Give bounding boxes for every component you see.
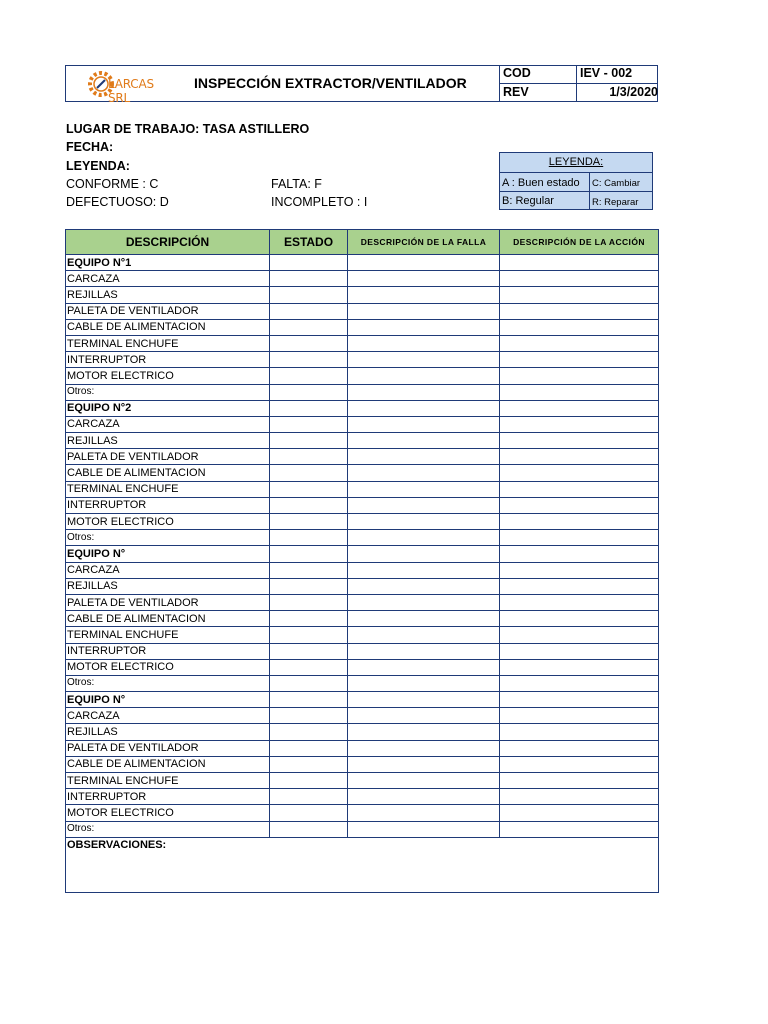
estado-cell[interactable] [270, 740, 348, 756]
accion-cell[interactable] [500, 805, 659, 821]
table-row [66, 319, 659, 335]
section-row [66, 255, 659, 271]
table-row [66, 805, 659, 821]
falla-cell[interactable] [348, 805, 500, 821]
equipo-title: EQUIPO N°1 [66, 255, 270, 271]
estado-cell[interactable] [270, 368, 348, 384]
table-row [66, 611, 659, 627]
falla-cell[interactable] [348, 400, 500, 416]
item-label: PALETA DE VENTILADOR [66, 303, 270, 319]
falla-cell[interactable] [348, 465, 500, 481]
estado-cell[interactable] [270, 594, 348, 610]
equipo-title: EQUIPO N°2 [66, 400, 270, 416]
item-label: REJILLAS [66, 724, 270, 740]
estado-cell[interactable] [270, 692, 348, 708]
table-row [66, 433, 659, 449]
equipo-title: EQUIPO N° [66, 546, 270, 562]
estado-cell[interactable] [270, 514, 348, 530]
estado-cell[interactable] [270, 287, 348, 303]
estado-cell[interactable] [270, 481, 348, 497]
falla-cell[interactable] [348, 627, 500, 643]
estado-cell[interactable] [270, 578, 348, 594]
item-label: TERMINAL ENCHUFE [66, 773, 270, 789]
section-row [66, 400, 659, 416]
table-row [66, 708, 659, 724]
rev-label: REV [503, 85, 529, 99]
accion-cell[interactable] [500, 271, 659, 287]
estado-cell[interactable] [270, 352, 348, 368]
falla-cell[interactable] [348, 594, 500, 610]
accion-cell[interactable] [500, 821, 659, 837]
table-row [66, 659, 659, 675]
falla-cell[interactable] [348, 335, 500, 351]
item-label: PALETA DE VENTILADOR [66, 449, 270, 465]
divider [500, 191, 652, 192]
cod-label: COD [503, 66, 531, 80]
item-label: PALETA DE VENTILADOR [66, 740, 270, 756]
estado-cell[interactable] [270, 724, 348, 740]
estado-cell[interactable] [270, 416, 348, 432]
accion-cell[interactable] [500, 416, 659, 432]
falla-cell[interactable] [348, 708, 500, 724]
falla-cell[interactable] [348, 546, 500, 562]
falla-cell[interactable] [348, 416, 500, 432]
estado-cell[interactable] [270, 530, 348, 546]
item-label: CABLE DE ALIMENTACION [66, 611, 270, 627]
falla-cell[interactable] [348, 319, 500, 335]
legend-box [499, 152, 653, 210]
falla-cell[interactable] [348, 789, 500, 805]
accion-cell[interactable] [500, 740, 659, 756]
conforme-code: CONFORME : C [66, 177, 159, 191]
falla-cell[interactable] [348, 514, 500, 530]
accion-cell[interactable] [500, 692, 659, 708]
accion-cell[interactable] [500, 400, 659, 416]
estado-cell[interactable] [270, 821, 348, 837]
table-row [66, 514, 659, 530]
accion-cell[interactable] [500, 433, 659, 449]
item-label: INTERRUPTOR [66, 497, 270, 513]
estado-cell[interactable] [270, 643, 348, 659]
legend-r: R: Reparar [592, 197, 639, 208]
table-row [66, 578, 659, 594]
estado-cell[interactable] [270, 449, 348, 465]
accion-cell[interactable] [500, 319, 659, 335]
falla-cell[interactable] [348, 530, 500, 546]
item-label: PALETA DE VENTILADOR [66, 594, 270, 610]
estado-cell[interactable] [270, 708, 348, 724]
falta-code: FALTA: F [271, 177, 322, 191]
falla-cell[interactable] [348, 255, 500, 271]
section-row [66, 546, 659, 562]
falla-cell[interactable] [348, 433, 500, 449]
item-label: MOTOR ELECTRICO [66, 659, 270, 675]
divider [589, 172, 590, 210]
header-descripcion-accion: DESCRIPCIÓN DE LA ACCIÓN [500, 230, 659, 255]
falla-cell[interactable] [348, 562, 500, 578]
cod-value: IEV - 002 [580, 66, 633, 80]
accion-cell[interactable] [500, 756, 659, 772]
accion-cell[interactable] [500, 594, 659, 610]
item-label: TERMINAL ENCHUFE [66, 481, 270, 497]
item-label: Otros: [66, 384, 270, 400]
table-row [66, 416, 659, 432]
table-row [66, 497, 659, 513]
item-label: CARCAZA [66, 562, 270, 578]
accion-cell[interactable] [500, 449, 659, 465]
item-label: Otros: [66, 675, 270, 691]
table-header-row [66, 230, 659, 255]
legend-b: B: Regular [502, 195, 554, 207]
logo-text: LARCAS SRL [108, 77, 154, 105]
legend-c: C: Cambiar [592, 178, 641, 189]
accion-cell[interactable] [500, 530, 659, 546]
company-logo [86, 69, 166, 105]
item-label: MOTOR ELECTRICO [66, 368, 270, 384]
estado-cell[interactable] [270, 400, 348, 416]
accion-cell[interactable] [500, 627, 659, 643]
accion-cell[interactable] [500, 724, 659, 740]
falla-cell[interactable] [348, 578, 500, 594]
table-row [66, 449, 659, 465]
accion-cell[interactable] [500, 659, 659, 675]
table-body [66, 255, 659, 838]
accion-cell[interactable] [500, 497, 659, 513]
inspection-table [65, 229, 659, 893]
estado-cell[interactable] [270, 255, 348, 271]
item-label: INTERRUPTOR [66, 352, 270, 368]
falla-cell[interactable] [348, 497, 500, 513]
item-label: REJILLAS [66, 578, 270, 594]
item-label: Otros: [66, 530, 270, 546]
estado-cell[interactable] [270, 773, 348, 789]
table-row [66, 773, 659, 789]
table-row [66, 724, 659, 740]
estado-cell[interactable] [270, 756, 348, 772]
item-label: CARCAZA [66, 271, 270, 287]
falla-cell[interactable] [348, 821, 500, 837]
falla-cell[interactable] [348, 449, 500, 465]
accion-cell[interactable] [500, 335, 659, 351]
estado-cell[interactable] [270, 789, 348, 805]
accion-cell[interactable] [500, 303, 659, 319]
item-label: REJILLAS [66, 433, 270, 449]
fecha-label: FECHA: [66, 140, 114, 154]
divider [500, 172, 652, 173]
leyenda-label: LEYENDA: [66, 159, 130, 173]
accion-cell[interactable] [500, 789, 659, 805]
accion-cell[interactable] [500, 287, 659, 303]
accion-cell[interactable] [500, 773, 659, 789]
estado-cell[interactable] [270, 303, 348, 319]
divider [500, 83, 658, 84]
estado-cell[interactable] [270, 675, 348, 691]
header-estado: ESTADO [270, 230, 348, 255]
item-label: CABLE DE ALIMENTACION [66, 465, 270, 481]
header-descripcion-falla: DESCRIPCIÓN DE LA FALLA [348, 230, 500, 255]
accion-cell[interactable] [500, 611, 659, 627]
table-row [66, 789, 659, 805]
accion-cell[interactable] [500, 675, 659, 691]
estado-cell[interactable] [270, 497, 348, 513]
rev-value: 1/3/2020 [609, 85, 658, 99]
estado-cell[interactable] [270, 546, 348, 562]
item-label: TERMINAL ENCHUFE [66, 627, 270, 643]
observaciones-row [66, 837, 659, 892]
estado-cell[interactable] [270, 465, 348, 481]
item-label: TERMINAL ENCHUFE [66, 335, 270, 351]
accion-cell[interactable] [500, 578, 659, 594]
accion-cell[interactable] [500, 562, 659, 578]
falla-cell[interactable] [348, 611, 500, 627]
falla-cell[interactable] [348, 481, 500, 497]
table-row [66, 643, 659, 659]
accion-cell[interactable] [500, 255, 659, 271]
table-row [66, 756, 659, 772]
table-row [66, 594, 659, 610]
item-label: Otros: [66, 821, 270, 837]
falla-cell[interactable] [348, 384, 500, 400]
lugar-trabajo: LUGAR DE TRABAJO: TASA ASTILLERO [66, 122, 310, 136]
document-header [65, 65, 658, 105]
falla-cell[interactable] [348, 271, 500, 287]
accion-cell[interactable] [500, 514, 659, 530]
table-row [66, 627, 659, 643]
item-label: MOTOR ELECTRICO [66, 514, 270, 530]
accion-cell[interactable] [500, 546, 659, 562]
estado-cell[interactable] [270, 319, 348, 335]
falla-cell[interactable] [348, 773, 500, 789]
falla-cell[interactable] [348, 724, 500, 740]
legend-title: LEYENDA: [548, 156, 604, 168]
item-label: CARCAZA [66, 708, 270, 724]
document-title: INSPECCIÓN EXTRACTOR/VENTILADOR [194, 75, 467, 91]
falla-cell[interactable] [348, 740, 500, 756]
falla-cell[interactable] [348, 368, 500, 384]
table-row [66, 481, 659, 497]
accion-cell[interactable] [500, 384, 659, 400]
header-descripcion: DESCRIPCIÓN [66, 230, 270, 255]
estado-cell[interactable] [270, 562, 348, 578]
table-row [66, 271, 659, 287]
accion-cell[interactable] [500, 481, 659, 497]
observaciones-field[interactable]: OBSERVACIONES: [66, 837, 659, 892]
incompleto-code: INCOMPLETO : I [271, 195, 368, 209]
estado-cell[interactable] [270, 335, 348, 351]
accion-cell[interactable] [500, 368, 659, 384]
item-label: INTERRUPTOR [66, 789, 270, 805]
falla-cell[interactable] [348, 303, 500, 319]
item-label: CABLE DE ALIMENTACION [66, 756, 270, 772]
document-meta [499, 65, 660, 102]
accion-cell[interactable] [500, 465, 659, 481]
table-row [66, 821, 659, 837]
falla-cell[interactable] [348, 287, 500, 303]
item-label: REJILLAS [66, 287, 270, 303]
defectuoso-code: DEFECTUOSO: D [66, 195, 169, 209]
estado-cell[interactable] [270, 433, 348, 449]
section-row [66, 692, 659, 708]
falla-cell[interactable] [348, 692, 500, 708]
falla-cell[interactable] [348, 643, 500, 659]
estado-cell[interactable] [270, 611, 348, 627]
table-row [66, 384, 659, 400]
falla-cell[interactable] [348, 756, 500, 772]
item-label: INTERRUPTOR [66, 643, 270, 659]
table-row [66, 287, 659, 303]
estado-cell[interactable] [270, 805, 348, 821]
table-row [66, 675, 659, 691]
estado-cell[interactable] [270, 384, 348, 400]
table-row [66, 562, 659, 578]
table-row [66, 335, 659, 351]
falla-cell[interactable] [348, 659, 500, 675]
item-label: CABLE DE ALIMENTACION [66, 319, 270, 335]
item-label: CARCAZA [66, 416, 270, 432]
divider [576, 65, 577, 102]
estado-cell[interactable] [270, 627, 348, 643]
table-row [66, 352, 659, 368]
falla-cell[interactable] [348, 352, 500, 368]
table-row [66, 465, 659, 481]
falla-cell[interactable] [348, 675, 500, 691]
equipo-title: EQUIPO N° [66, 692, 270, 708]
estado-cell[interactable] [270, 271, 348, 287]
table-row [66, 368, 659, 384]
table-row [66, 740, 659, 756]
item-label: MOTOR ELECTRICO [66, 805, 270, 821]
accion-cell[interactable] [500, 708, 659, 724]
table-row [66, 303, 659, 319]
legend-a: A : Buen estado [502, 177, 580, 189]
accion-cell[interactable] [500, 643, 659, 659]
estado-cell[interactable] [270, 659, 348, 675]
accion-cell[interactable] [500, 352, 659, 368]
table-row [66, 530, 659, 546]
